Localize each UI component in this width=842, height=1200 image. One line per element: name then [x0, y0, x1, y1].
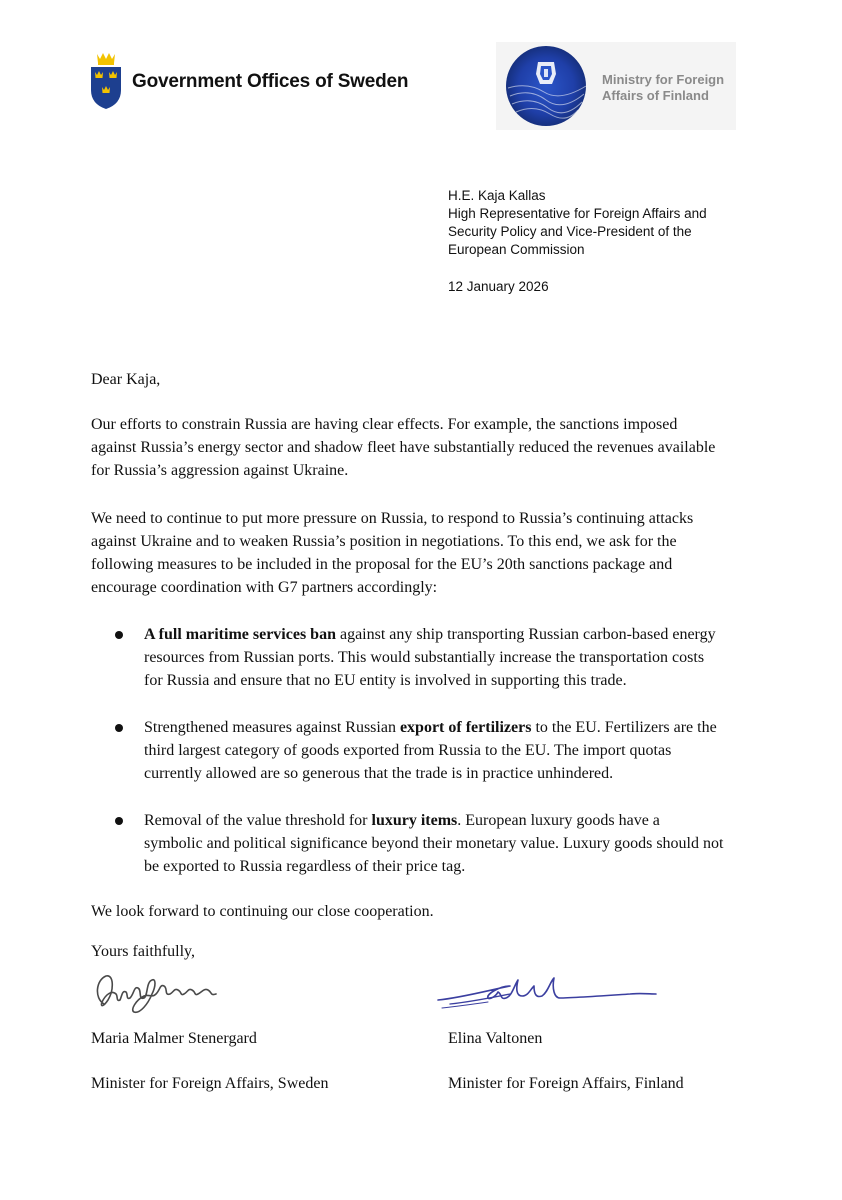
recipient-address [448, 187, 707, 259]
measure-text: Strengthened measures against Russian [144, 719, 400, 736]
sweden-logo-text: Government Offices of Sweden [132, 70, 409, 92]
bullet-icon [115, 724, 123, 732]
measure-first-line [144, 623, 716, 646]
letter-date: 12 January 2026 [448, 279, 549, 294]
measure-text: . European luxury goods have a [457, 812, 660, 829]
salutation: Dear Kaja, [91, 371, 161, 388]
signatory-name-right: Elina Valtonen [448, 1030, 543, 1047]
paragraph-line: following measures to be included in the proposal for the EU’s 20th sanctions package and [91, 556, 673, 573]
recipient-line: High Representative for Foreign Affairs and [448, 206, 707, 221]
three-crowns-emblem-icon [88, 50, 124, 110]
paragraph-1 [91, 413, 715, 482]
measure-first-line [144, 716, 717, 739]
finland-lion-seal-icon [504, 44, 588, 128]
measure-text: Removal of the value threshold for [144, 812, 372, 829]
paragraph-line: for Russia’s aggression against Ukraine. [91, 462, 349, 479]
paragraph-line: against Ukraine and to weaken Russia’s position in negotiations. To this end, we ask for the [91, 533, 677, 550]
measure-text: against any ship transporting Russian carbon-based energy [335, 626, 716, 643]
measure-highlight: A full maritime services ban [144, 626, 336, 643]
paragraph-line: We need to continue to put more pressure on Russia, to respond to Russia’s continuing attacks [91, 510, 694, 527]
measure-item-maritime-ban [144, 623, 716, 692]
measure-line: currently allowed are so generous that the trade is in practice unhindered. [144, 765, 614, 782]
paragraph-line: against Russia’s energy sector and shadow fleet have substantially reduced the revenues available [91, 439, 716, 456]
measure-highlight: export of fertilizers [399, 719, 532, 736]
signatory-title-right: Minister for Foreign Affairs, Finland [448, 1075, 684, 1092]
finland-logo-line-2: Affairs of Finland [602, 88, 709, 103]
bullet-icon [115, 631, 123, 639]
signatory-name-left: Maria Malmer Stenergard [91, 1030, 257, 1047]
measure-line: be exported to Russia regardless of their price tag. [144, 858, 466, 875]
measure-item-fertilizers [144, 716, 717, 785]
finland-logo-line-1: Ministry for Foreign [602, 72, 725, 87]
measure-item-luxury-items [144, 809, 723, 878]
paragraph-line: Our efforts to constrain Russia are having clear effects. For example, the sanctions imposed [91, 416, 678, 433]
bullet-icon [115, 817, 123, 825]
measure-highlight: luxury items [371, 812, 458, 829]
measure-line: resources from Russian ports. This would substantially increase the transportation costs [144, 649, 705, 666]
finland-logo [496, 42, 736, 130]
finland-logo-text [602, 72, 732, 104]
measure-line: for Russia and ensure that no EU entity is involved in supporting this trade. [144, 672, 627, 689]
closing-sentence: We look forward to continuing our close cooperation. [91, 903, 434, 920]
paragraph-2 [91, 507, 693, 599]
signature-elina-valtonen [430, 968, 660, 1018]
measure-line: third largest category of goods exported from Russia to the EU. The import quotas [144, 742, 672, 759]
measure-first-line [144, 809, 723, 832]
sign-off: Yours faithfully, [91, 943, 196, 960]
recipient-line: H.E. Kaja Kallas [448, 188, 546, 203]
measure-line: symbolic and political significance beyond their monetary value. Luxury goods should not [144, 835, 724, 852]
recipient-line: Security Policy and Vice-President of the [448, 224, 692, 239]
signature-maria-malmer-stenergard [90, 960, 235, 1020]
measure-text: to the EU. Fertilizers are the [531, 719, 717, 736]
recipient-line: European Commission [448, 242, 585, 257]
signatory-title-left: Minister for Foreign Affairs, Sweden [91, 1075, 329, 1092]
paragraph-line: encourage coordination with G7 partners accordingly: [91, 579, 438, 596]
sweden-logo [88, 50, 408, 110]
